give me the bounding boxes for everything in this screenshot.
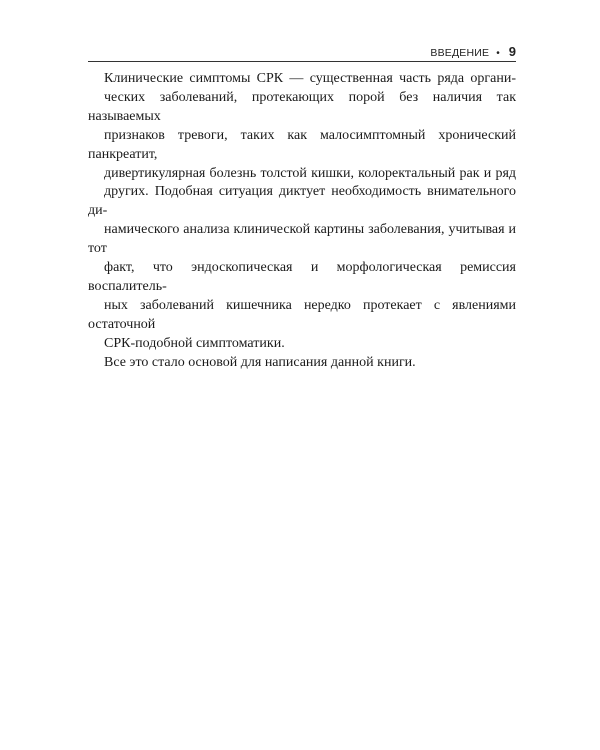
paragraph-line: ческих заболеваний, протекающих порой без наличия так называемых [88, 89, 516, 124]
paragraph-line: ных заболеваний кишечника нередко протекает с явлениями остаточной [88, 297, 516, 332]
paragraph-line: факт, что эндоскопическая и морфологическая ремиссия воспалитель- [88, 260, 516, 294]
paragraph-line: других. Подобная ситуация диктует необходимость внимательного ди- [88, 184, 516, 219]
paragraph-line: СРК-подобной симптоматики. [104, 335, 285, 351]
running-header [88, 44, 516, 60]
section-title: ВВЕДЕНИЕ [430, 47, 490, 59]
paragraph-1 [88, 70, 516, 354]
page-number: 9 [508, 44, 516, 59]
paragraph-line: намического анализа клинической картины заболевания, учитывая и тот [88, 222, 516, 257]
header-divider [88, 61, 516, 62]
paragraph-2 [88, 354, 516, 373]
paragraph-line: Все это стало основой для написания данной книги. [104, 354, 416, 370]
paragraph-line: Клинические симптомы СРК — существенная часть ряда органи- [104, 71, 516, 86]
paragraph-line: признаков тревоги, таких как малосимптомный хронический панкреатит, [88, 127, 516, 162]
header-bullet-separator: • [496, 48, 500, 59]
body-text [88, 70, 516, 373]
paragraph-line: дивертикулярная болезнь толстой кишки, колоректальный рак и ряд [104, 165, 516, 181]
